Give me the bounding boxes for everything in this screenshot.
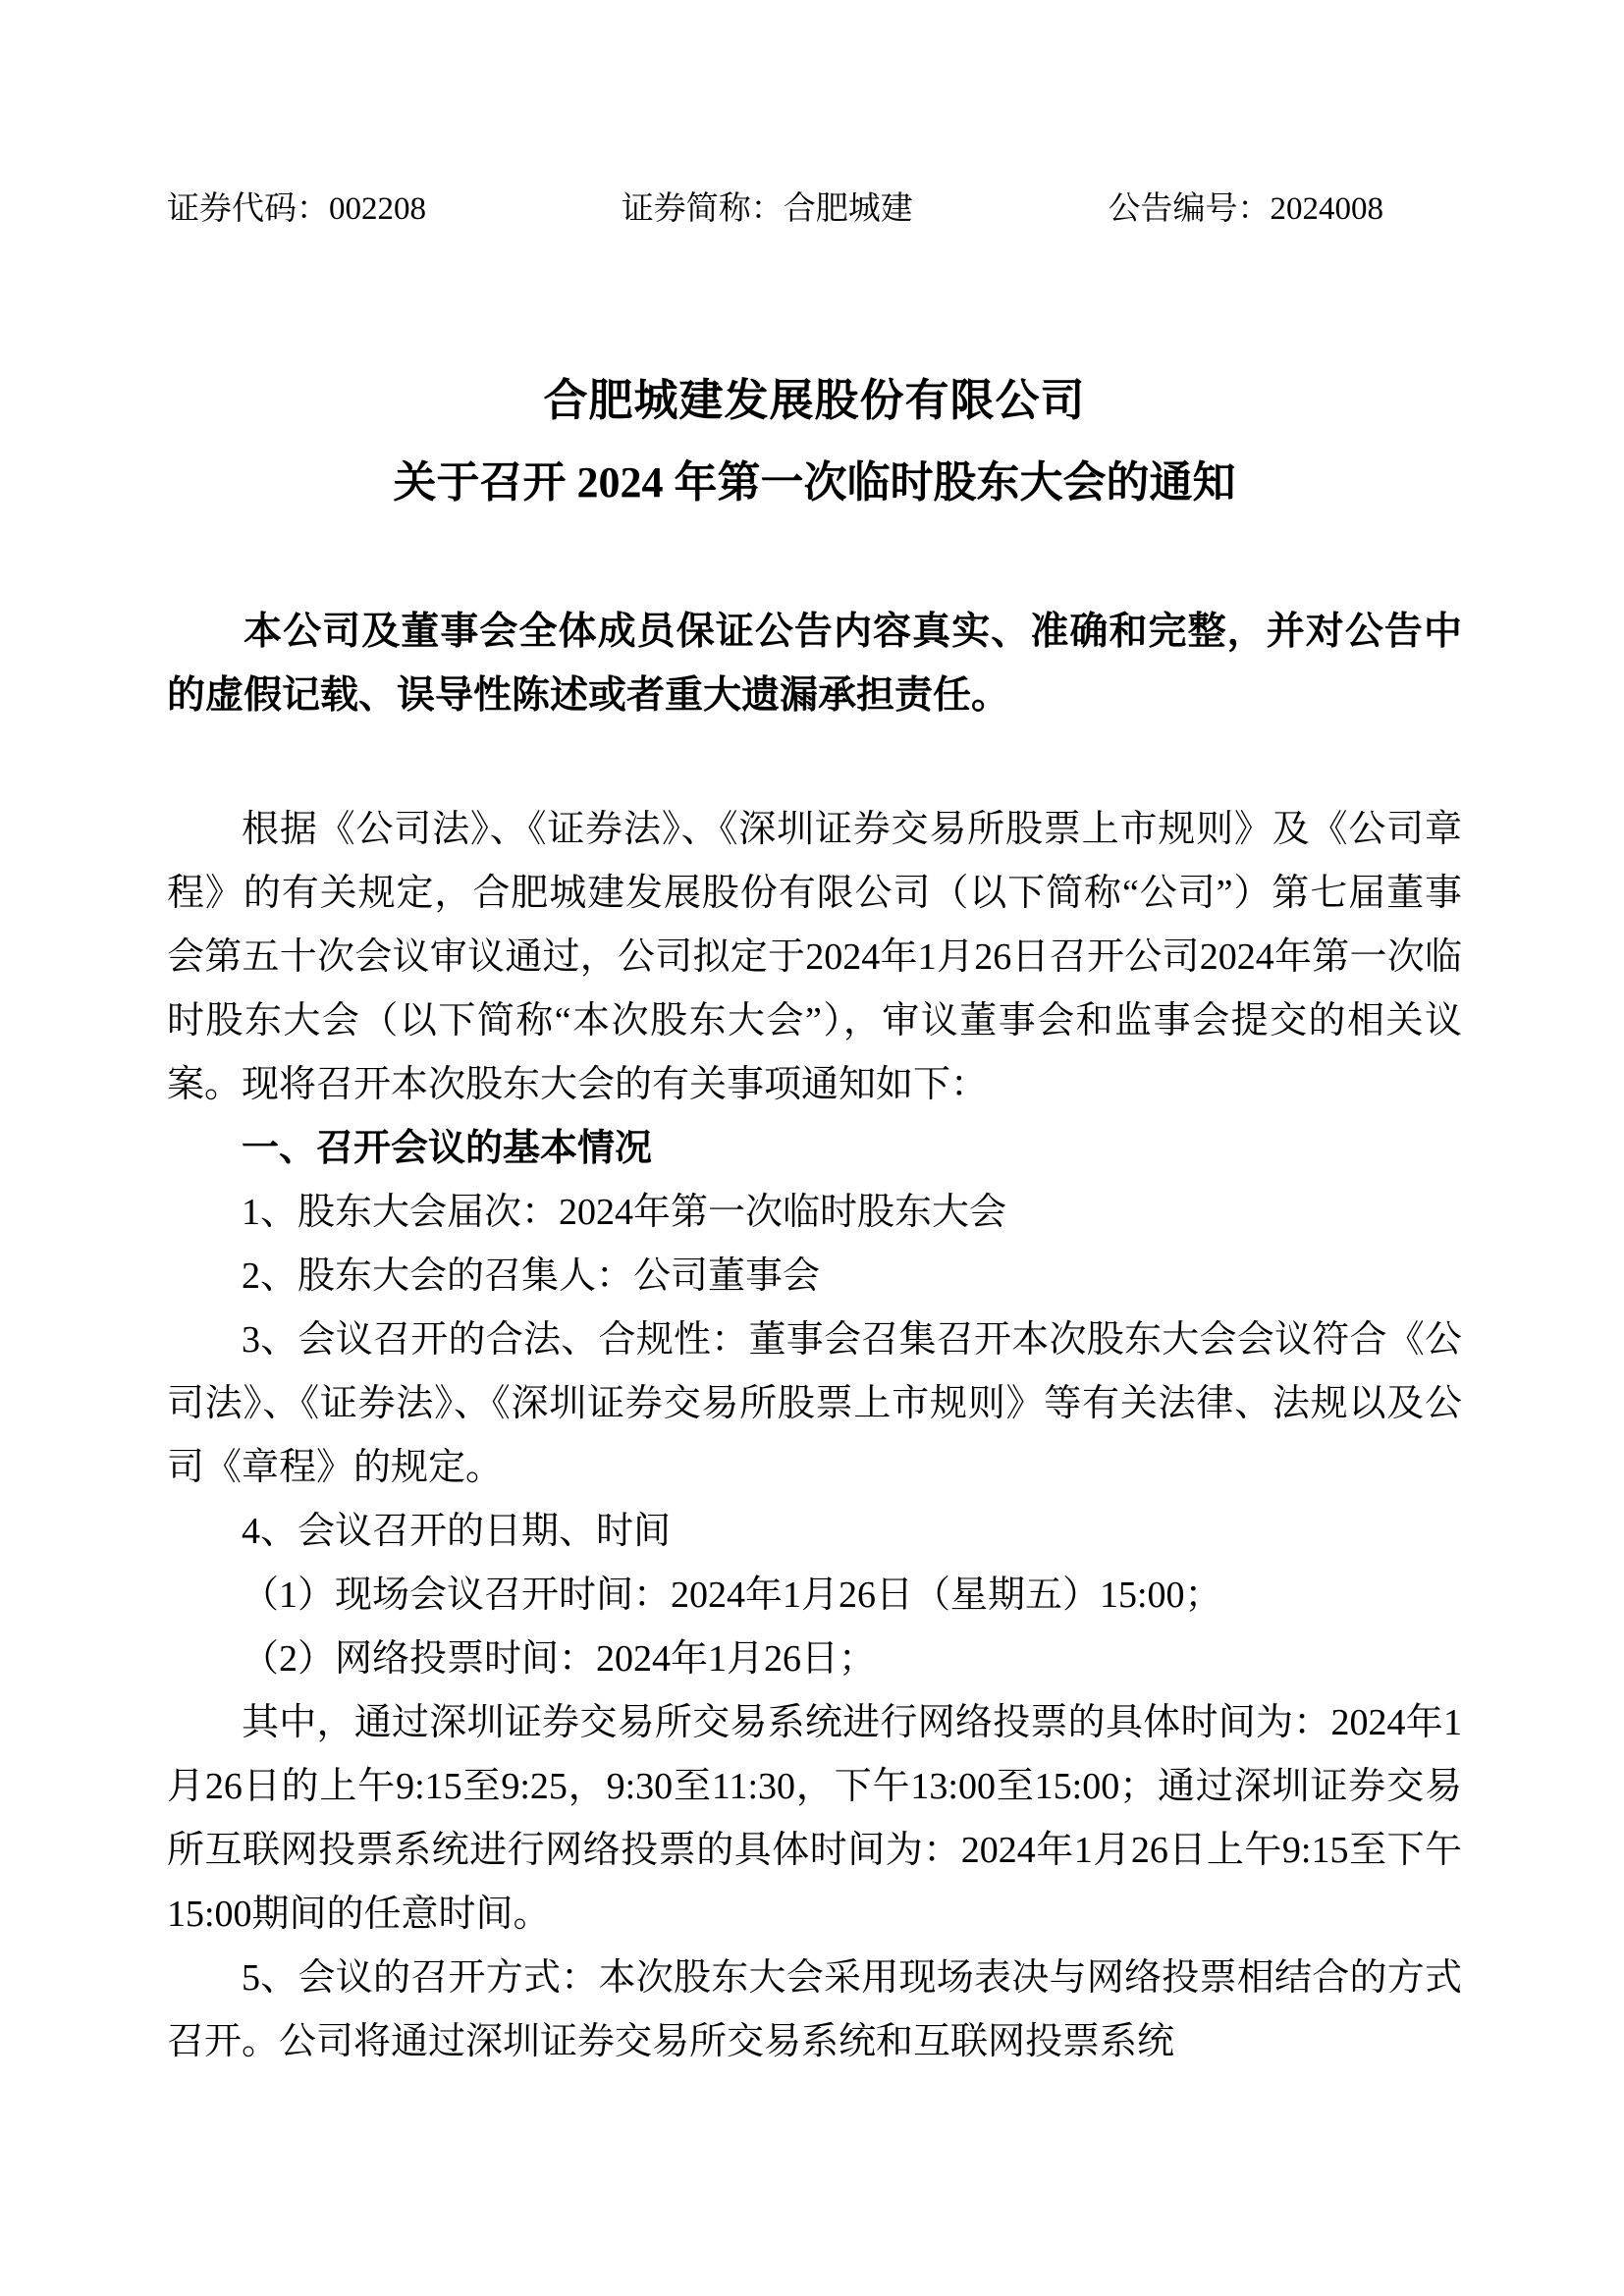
document-body (167, 798, 1462, 2074)
item-online-voting-detail: 其中，通过深圳证券交易所交易系统进行网络投票的具体时间为：2024年1月26日的上午9:15至9:25，9:30至11:30，下午13:00至15:00；通过深圳证券交易所互联网投票系统进行网络投票的具体时间为：2024年1月26日上午9:15至下午15:00期间的任意时间。 (167, 1702, 1462, 1935)
disclaimer-paragraph: 本公司及董事会全体成员保证公告内容真实、准确和完整，并对公告中的虚假记载、误导性陈述或者重大遗漏承担责任。 (167, 611, 1462, 717)
section-1-heading: 一、召开会议的基本情况 (242, 1128, 653, 1169)
item-meeting-method: 5、会议的召开方式：本次股东大会采用现场表决与网络投票相结合的方式召开。公司将通过深圳证券交易所交易系统和互联网投票系统 (167, 1957, 1462, 2062)
item-onsite-meeting-time: （1）现场会议召开时间：2024年1月26日（星期五）15:00； (242, 1575, 1222, 1616)
intro-paragraph: 根据《公司法》、《证券法》、《深圳证券交易所股票上市规则》及《公司章程》的有关规定，合肥城建发展股份有限公司（以下简称“公司”）第七届董事会第五十次会议审议通过，公司拟定于2024年1月26日召开公司2024年第一次临时股东大会（以下简称“本次股东大会”），审议董事会和监事会提交的相关议案。现将召开本次股东大会的有关事项通知如下： (167, 809, 1462, 1105)
item-online-voting-time: （2）网络投票时间：2024年1月26日； (242, 1638, 877, 1680)
stock-code-label: 证券代码：002208 (167, 191, 426, 227)
document-header (167, 187, 1462, 232)
announcement-number-label: 公告编号：2024008 (1108, 191, 1383, 227)
item-meeting-session: 1、股东大会届次：2024年第一次临时股东大会 (242, 1192, 1007, 1233)
item-convener: 2、股东大会的召集人：公司董事会 (242, 1255, 821, 1297)
notice-title: 关于召开 2024 年第一次临时股东大会的通知 (393, 458, 1236, 507)
item-date-time-heading: 4、会议召开的日期、时间 (242, 1511, 672, 1552)
company-name-title: 合肥城建发展股份有限公司 (543, 376, 1086, 425)
stock-short-name-label: 证券简称：合肥城建 (621, 191, 913, 227)
item-legality: 3、会议召开的合法、合规性：董事会召集召开本次股东大会会议符合《公司法》、《证券法》、《深圳证券交易所股票上市规则》等有关法律、法规以及公司《章程》的规定。 (167, 1319, 1462, 1488)
